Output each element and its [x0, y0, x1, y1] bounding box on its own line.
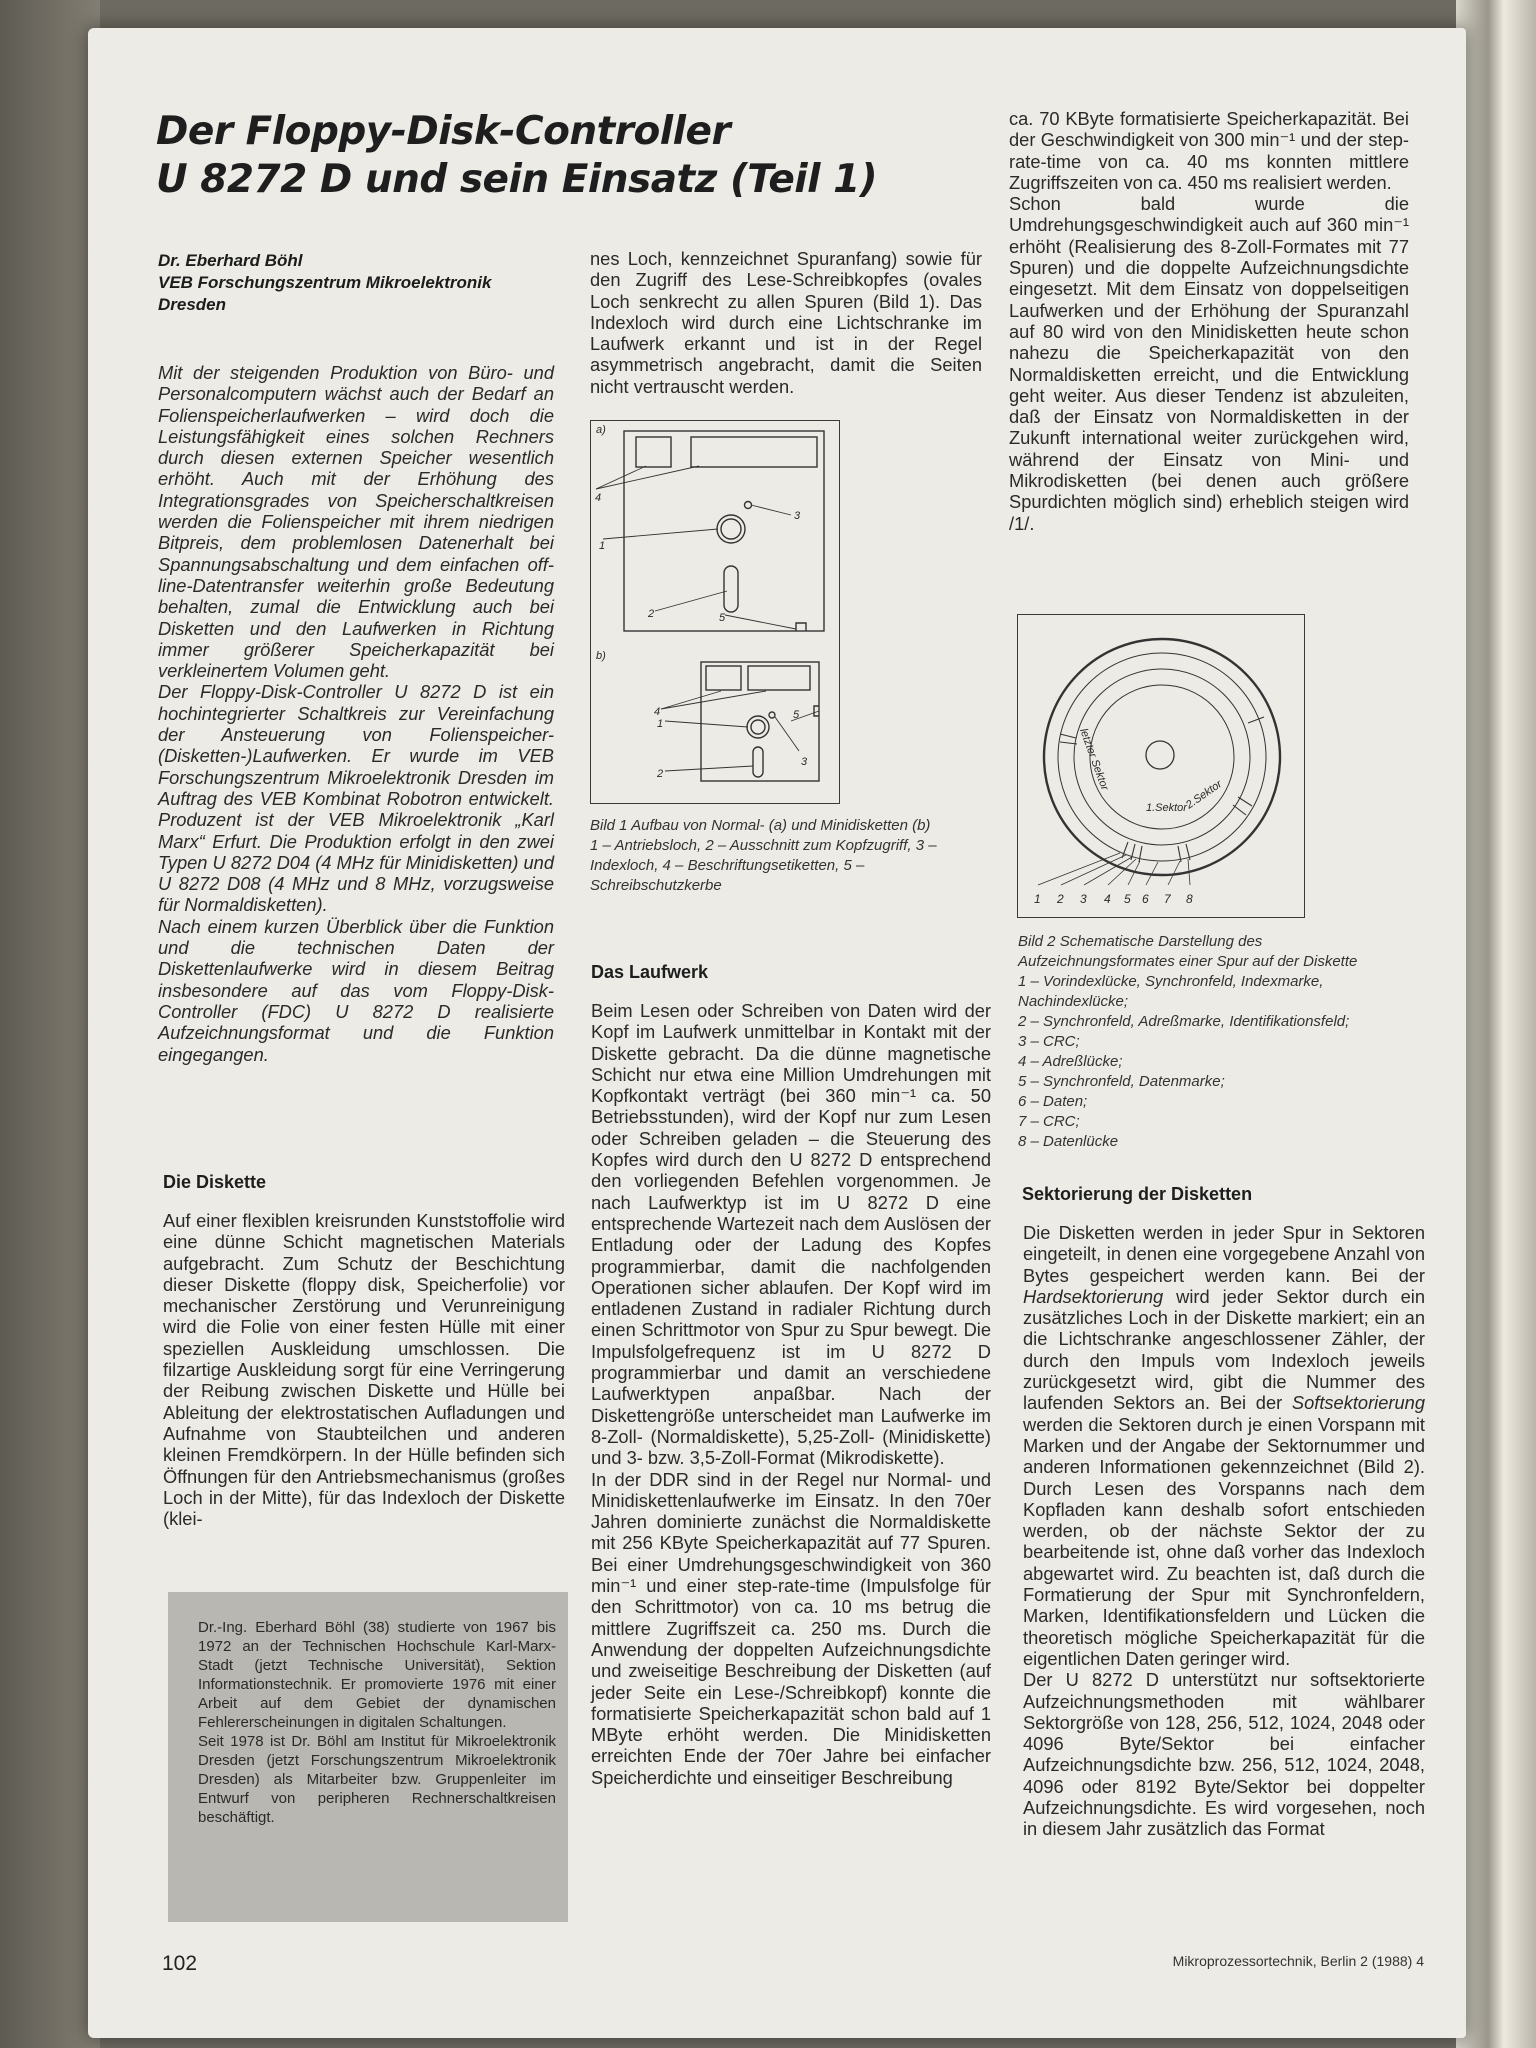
heading-das-laufwerk: Das Laufwerk [591, 962, 709, 982]
callout-2: 2 [648, 608, 655, 620]
intro-paragraph: Mit der steigenden Produktion von Büro- und Personalcomputern wächst auch der Bedarf an Folienspeicherlaufwerken – wird doch die Leistungsfähigkeit eines solchen Rechners durch diesen externen Speicher wesentlich erhöht. Auch mit der Erhöhung des Integrationsgrades von Speicherschaltkreisen werden die Folienspeicher mit ihrem niedrigen Bitpreis, dem problemlosen Datenerhalt bei Spannungsabschaltung und dem einfachen off-line-Datentransfer weiterhin große Bedeutung behalten, zumal die Entwicklung auch bei Disketten und den Laufwerken in Richtung immer größerer Speicherkapazität bei verkleinertem Volumen geht. [158, 362, 554, 682]
caption-legend-item: 2 – Synchronfeld, Adreßmarke, Identifikationsfeld; [1018, 1013, 1350, 1030]
term-softsektorierung: Softsektorierung [1291, 1392, 1425, 1414]
heading-sektorierung: Sektorierung der Disketten [1022, 1184, 1253, 1204]
author-affiliation-2: Dresden [158, 295, 227, 314]
intro-paragraph: Nach einem kurzen Überblick über die Funktion und die technischen Daten der Diskettenlaufwerke wird in diesem Beitrag insbesondere auf das vom Floppy-Disk-Controller (FDC) U 8272 D realisierte Aufzeichnungsformat und die Funktion eingegangen. [158, 915, 554, 1065]
body-paragraph: Schon bald wurde die Umdrehungsgeschwindigkeit auch auf 360 min⁻¹ erhöht (Realisierung des 8-Zoll-Formates mit 77 Spuren) und die doppelte Aufzeichnungsdichte eingesetzt. Mit dem Einsatz von doppelseitigen Laufwerken und der Erhöhung der Spuranzahl auf 80 wird von den Minidisketten heute schon nahezu die Speicherkapazität von den Normaldisketten erreicht, und die Entwicklung geht weiter. Aus dieser Tendenz ist abzuleiten, daß der Einsatz von Normaldisketten in der Zukunft international weiter zurückgehen wird, während der Einsatz von Mini- und Mikrodisketten (bei denen auch größere Spurdichten möglich sind) erheblich steigen wird /1/. [1009, 193, 1409, 534]
body-paragraph: In der DDR sind in der Regel nur Normal- und Minidiskettenlaufwerke im Einsatz. In den 70er Jahren dominierte zunächst die Normaldiskette mit 256 KByte Speicherkapazität auf 77 Spuren. Bei einer Umdrehungsgeschwindigkeit von 360 min⁻¹ und einer step-rate-time (Impulsfolge für den Schrittmotor) von ca. 10 ms betrug die mittlere Zugriffszeit ca. 250 ms. Durch die Anwendung der doppelten Aufzeichnungsdichte und zweiseitige Beschreibung der Disketten (auf jeder Seite ein Lese-/Schreibkopf) konnte die formatisierte Speicherkapazität schon bald auf 1 MByte erhöht werden. Die Minidisketten erreichten Ende der 70er Jahre bei einfacher Speicherdichte und einseitiger Beschreibung [591, 1468, 991, 1788]
label-area [691, 437, 817, 467]
page-number: 102 [162, 1952, 198, 1975]
intro-text [158, 362, 554, 1065]
track-number-7: 7 [1164, 892, 1171, 906]
body-paragraph: nes Loch, kennzeichnet Spuranfang) sowie für den Zugriff des Lese-Schreibkopfes (ovales Loch senkrecht zu allen Spuren (Bild 1). Das Indexloch wird durch eine Lichtschranke im Laufwerk erkannt und ist in der Regel asymmetrisch angebracht, damit die Seiten nicht vertrauscht werden. [590, 248, 982, 397]
track-number-5: 5 [1124, 892, 1131, 906]
bio-paragraph: Dr.-Ing. Eberhard Böhl (38) studierte von 1967 bis 1972 an der Technischen Hochschule Karl-Marx-Stadt (jetzt Technische Universität), Sektion Informationstechnik. Er promovierte 1976 mit einer Arbeit auf dem Gebiet der dynamischen Fehlererscheinungen in digitalen Schaltungen. [198, 1619, 556, 1731]
track-number-3: 3 [1080, 892, 1087, 906]
drive-hole [747, 716, 769, 738]
track-number-2: 2 [1057, 892, 1064, 906]
text-run: werden die Sektoren durch je einen Vorspann mit Marken und der Angabe der Sektornummer und anderen Informationen gekennzeichnet (Bild 2). Durch Lesen des Vorspanns nach dem Kopfladen kann deshalb sofort entschieden werden, ob der nächste Sektor der zu bearbeitende ist, ohne daß vorher das Indexloch abgewartet wird. Zu beachten ist, daß durch die Formatierung der Spur mit Synchronfeldern, Marken, Identifikationsfeldern und Lücken die theoretisch mögliche Speicherkapazität für die eigentlichen Daten geringer wird. [1023, 1413, 1425, 1669]
caption-legend-item: 5 – Synchronfeld, Datenmarke; [1018, 1073, 1225, 1090]
figure-1-label-b: b) [596, 650, 606, 662]
track-number-1: 1 [1034, 892, 1041, 906]
center-hole [1146, 741, 1174, 769]
figure-1-drawing [591, 421, 838, 802]
callout-2: 2 [657, 768, 664, 780]
label-area [636, 437, 671, 467]
callout-3: 3 [794, 510, 801, 522]
diskette-text [163, 1210, 565, 1529]
caption-legend: 1 – Antriebsloch, 2 – Ausschnitt zum Kopfzugriff, 3 – Indexloch, 4 – Beschriftungsetiketten, 5 – Schreibschutzkerbe [590, 837, 937, 894]
title-line-1: Der Floppy-Disk-Controller [156, 109, 731, 154]
caption-title: Bild 2 Schematische Darstellung des Aufzeichnungsformates einer Spur auf der Diskette [1018, 933, 1358, 970]
track-number-4: 4 [1104, 892, 1111, 906]
label-second-sector: 2.Sektor [1183, 778, 1225, 812]
author-bio-box [168, 1592, 568, 1922]
index-hole [769, 712, 775, 718]
text-run: Die Disketten werden in jeder Spur in Sektoren eingeteilt, in denen eine vorgegebene Anzahl von Bytes gespeichert werden kann. Bei der [1023, 1222, 1425, 1286]
text-run: wird jeder Sektor durch ein zusätzliches Loch in der Diskette markiert; ein an die Lichtschranke angeschlossener Zähler, der durch den Impuls vom Indexloch jeweils zurückgesetzt wird, gibt die Nummer des laufenden Sektors an. Bei der [1023, 1285, 1425, 1414]
caption-legend-item: 3 – CRC; [1018, 1033, 1080, 1050]
column-3-top-text [1009, 108, 1409, 534]
heading-die-diskette: Die Diskette [163, 1172, 267, 1192]
track-number-8: 8 [1186, 892, 1193, 906]
next-page-edge [1456, 0, 1536, 2048]
figure-2-caption [1018, 932, 1418, 1152]
caption-legend-item: 1 – Vorindexlücke, Synchronfeld, Indexmarke, Nachindexlücke; [1018, 973, 1324, 1010]
caption-legend-item: 7 – CRC; [1018, 1113, 1080, 1130]
sektorierung-text [1023, 1222, 1425, 1840]
caption-legend-item: 4 – Adreßlücke; [1018, 1053, 1123, 1070]
callout-5: 5 [719, 612, 726, 624]
head-slot [724, 566, 738, 612]
callout-1: 1 [599, 540, 606, 552]
caption-legend-item: 6 – Daten; [1018, 1093, 1088, 1110]
callout-1: 1 [657, 718, 664, 730]
body-paragraph: ca. 70 KByte formatisierte Speicherkapazität. Bei der Geschwindigkeit von 300 min⁻¹ und der step-rate-time von ca. 40 ms konnten mittlere Zugriffszeiten von ca. 450 ms realisiert werden. [1009, 108, 1409, 193]
figure-2-track-format [1017, 614, 1305, 918]
column-2-top-text [590, 248, 982, 397]
figure-1-caption [590, 816, 988, 896]
author-block [158, 250, 578, 316]
term-hardsektorierung: Hardsektorierung [1023, 1285, 1164, 1307]
index-hole [745, 502, 752, 509]
label-first-sector: 1.Sektor [1146, 802, 1187, 814]
background-left [0, 0, 100, 2048]
caption-title: Bild 1 Aufbau von Normal- (a) und Minidisketten (b) [590, 817, 931, 834]
track-number-6: 6 [1142, 892, 1149, 906]
body-paragraph [1023, 1222, 1425, 1669]
drive-hole-inner [721, 519, 741, 539]
caption-legend-item: 8 – Datenlücke [1018, 1133, 1119, 1150]
author-name: Dr. Eberhard Böhl [158, 251, 303, 270]
intro-paragraph: Der Floppy-Disk-Controller U 8272 D ist ein hochintegrierter Schaltkreis zur Vereinfachung der Ansteuerung von Folienspeicher-(Disketten-)Laufwerken. Er wurde im VEB Forschungszentrum Mikroelektronik Dresden im Auftrag des VEB Kombinat Robotron entwickelt. Produzent ist der VEB Mikroelektronik „Karl Marx“ Erfurt. Die Produktion erfolgt in den zwei Typen U 8272 D04 (4 MHz für Minidisketten) und U 8272 D08 (4 MHz und 8 MHz, vorzugsweise für Normaldisketten). [158, 681, 554, 916]
figure-1-diskettes [590, 420, 840, 804]
callout-4: 4 [595, 492, 602, 504]
label-area [748, 666, 810, 690]
laufwerk-text [591, 1000, 991, 1788]
label-area [706, 666, 741, 690]
label-last-sector: letzter Sektor [1077, 726, 1111, 792]
article-title [156, 108, 1016, 204]
callout-3: 3 [801, 756, 808, 768]
body-paragraph: Auf einer flexiblen kreisrunden Kunststoffolie wird eine dünne Schicht magnetischen Materials aufgebracht. Zum Schutz der Beschichtung dieser Diskette (floppy disk, Speicherfolie) vor mechanischer Zerstörung und Verunreinigung wird die Folie von einer festen Hülle mit einer speziellen Auskleidung umschlossen. Die filzartige Auskleidung sorgt für eine Verringerung der Reibung zwischen Diskette und Hülle bei Ableitung der elektrostatischen Aufladungen und Aufnahme von Staubteilchen und anderen kleinen Fremdkörpern. In der Hülle befinden sich Öffnungen für den Antriebsmechanismus (großes Loch in der Mitte), für das Indexloch der Diskette (klei- [163, 1210, 565, 1530]
callout-4: 4 [654, 706, 661, 718]
callout-5: 5 [793, 709, 800, 721]
journal-source: Mikroprozessortechnik, Berlin 2 (1988) 4 [1172, 1953, 1424, 1969]
title-line-2: U 8272 D und sein Einsatz (Teil 1) [156, 157, 878, 202]
bio-paragraph: Seit 1978 ist Dr. Böhl am Institut für Mikroelektronik Dresden (jetzt Forschungszentrum Mikroelektronik Dresden) als Mitarbeiter bzw. Gruppenleiter im Entwurf von peripheren Rechnerschaltkreisen beschäftigt. [198, 1733, 556, 1826]
body-paragraph: Der U 8272 D unterstützt nur softsektorierte Aufzeichnungsmethoden mit wählbarer Sektorgröße von 128, 256, 512, 1024, 2048 oder 4096 Byte/Sektor bei einfacher Aufzeichnungsdichte bzw. 256, 512, 1024, 2048, 4096 oder 8192 Byte/Sektor bei doppelter Aufzeichnungsdichte. Es wird vorgesehen, noch in diesem Jahr zusätzlich das Format [1023, 1669, 1425, 1840]
author-affiliation-1: VEB Forschungszentrum Mikroelektronik [158, 273, 492, 292]
write-protect-notch [796, 623, 806, 631]
head-slot [753, 747, 763, 777]
figure-2-drawing [1018, 615, 1303, 916]
diskette-outline [1044, 639, 1280, 875]
drive-hole-inner [751, 720, 765, 734]
body-paragraph: Beim Lesen oder Schreiben von Daten wird der Kopf im Laufwerk unmittelbar in Kontakt mit der Diskette gebracht. Da die dünne magnetische Schicht nur etwa eine Million Umdrehungen mit Kopfkontakt verträgt (bei 360 min⁻¹ ca. 50 Betriebsstunden), wird der Kopf nur zum Lesen oder Schreiben geladen – die Steuerung des Kopfes wird durch den U 8272 D entsprechend den vorliegenden Befehlen vorgenommen. Je nach Laufwerktyp ist im U 8272 D eine entsprechende Wartezeit nach dem Auslösen der Entladung oder der Ladung des Kopfes programmierbar, damit die nachfolgenden Operationen sicher ablaufen. Der Kopf wird im entladenen Zustand in radialer Richtung durch einen Schrittmotor von Spur zu Spur bewegt. Die Impulsfolgefrequenz ist im U 8272 D programmierbar und damit an verschiedene Laufwerktypen anpaßbar. Nach der Diskettengröße unterscheidet man Laufwerke im 8-Zoll- (Normaldiskette), 5,25-Zoll- (Minidiskette) und 3- bzw. 3,5-Zoll-Format (Mikrodiskette). [591, 1000, 991, 1469]
figure-1-label-a: a) [596, 424, 606, 436]
